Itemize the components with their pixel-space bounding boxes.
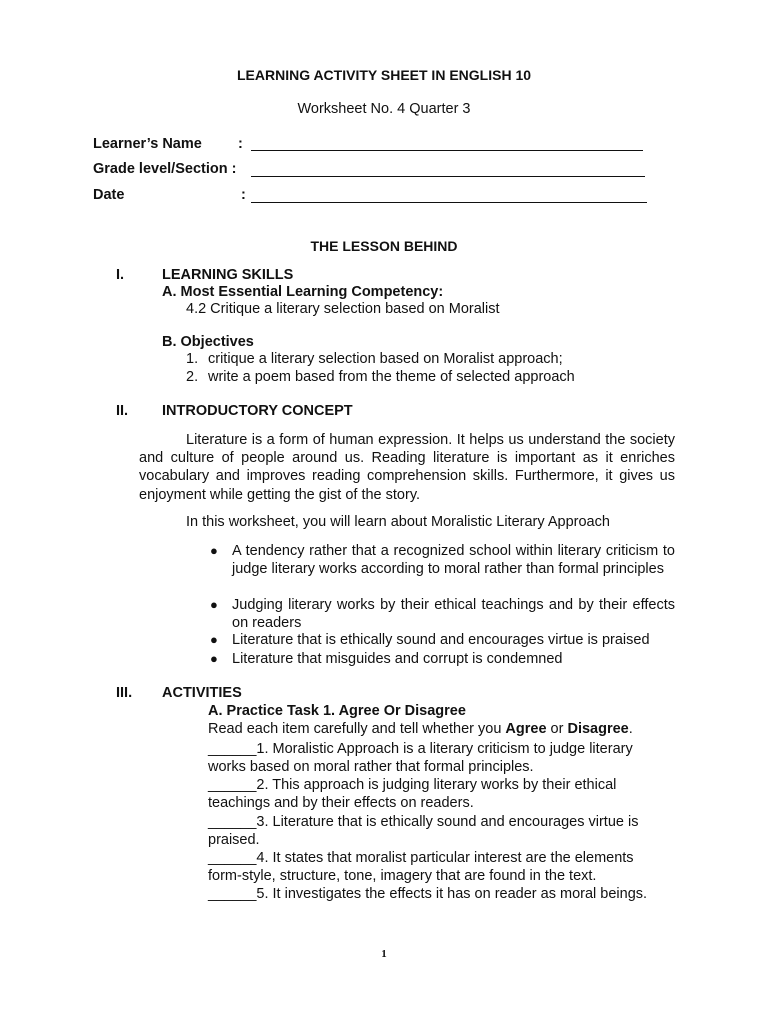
bullet-dot-2: ● <box>210 597 218 612</box>
answer-blank[interactable]: ______ <box>208 777 257 793</box>
item-text: 4. It states that moralist particular interest are the elements form-style, structure, tone, imagery that are found in the text. <box>208 850 634 885</box>
objectives-title: B. Objectives <box>162 334 254 350</box>
item-text: 5. It investigates the effects it has on reader as moral beings. <box>256 886 648 902</box>
bullet-dot-3: ● <box>210 632 218 647</box>
item-text: 2. This approach is judging literary works by their ethical teachings and by their effects on readers. <box>208 777 617 812</box>
intro-paragraph: Literature is a form of human expression. It helps us understand the society and culture of people around us. Reading literature is important as it enriches vocabulary and improves reading comprehension skills. Furthermore, it gives us enjoyment while getting the gist of the story. <box>139 432 675 503</box>
disagree-word: Disagree <box>567 721 629 737</box>
learner-name-field[interactable] <box>251 150 643 151</box>
objective-2-text: write a poem based from the theme of selected approach <box>208 369 575 385</box>
item-text: 1. Moralistic Approach is a literary criticism to judge literary works based on moral rather that formal principles. <box>208 741 633 776</box>
section-3-numeral: III. <box>116 685 133 701</box>
objective-1-number: 1. <box>186 351 199 367</box>
objective-1-text: critique a literary selection based on Moralist approach; <box>208 351 563 367</box>
lesson-heading: THE LESSON BEHIND <box>310 238 458 254</box>
answer-blank[interactable]: ______ <box>208 886 257 902</box>
grade-section-label: Grade level/Section : <box>93 161 237 177</box>
date-field[interactable] <box>251 202 647 203</box>
worksheet-subtitle: Worksheet No. 4 Quarter 3 <box>297 101 471 117</box>
competency-title: A. Most Essential Learning Competency: <box>162 284 444 300</box>
bullet-1-text: A tendency rather that a recognized school within literary criticism to judge literary works according to moral rather than formal principles <box>232 543 675 577</box>
or-word: or <box>546 721 568 737</box>
section-2-title: INTRODUCTORY CONCEPT <box>162 403 353 419</box>
document-title: LEARNING ACTIVITY SHEET IN ENGLISH 10 <box>236 67 532 83</box>
page-number: 1 <box>381 948 387 960</box>
task-item-2 <box>208 776 668 812</box>
date-label: Date <box>93 187 125 203</box>
task-item-4 <box>208 849 668 885</box>
practice-task-title: A. Practice Task 1. Agree Or Disagree <box>208 703 466 719</box>
task-item-5 <box>208 885 668 903</box>
objective-2-number: 2. <box>186 369 199 385</box>
learner-name-label: Learner’s Name <box>93 136 202 152</box>
date-colon: : <box>241 187 246 203</box>
item-text: 3. Literature that is ethically sound and encourages virtue is praised. <box>208 814 639 849</box>
answer-blank[interactable]: ______ <box>208 741 257 757</box>
instruction-text: Read each item carefully and tell whether you <box>208 721 506 737</box>
bullet-3-text: Literature that is ethically sound and encourages virtue is praised <box>232 632 650 648</box>
intro-line: In this worksheet, you will learn about Moralistic Literary Approach <box>186 514 610 530</box>
agree-word: Agree <box>505 721 547 737</box>
bullet-dot-1: ● <box>210 543 218 558</box>
bullet-4-text: Literature that misguides and corrupt is condemned <box>232 651 563 667</box>
answer-blank[interactable]: ______ <box>208 850 257 866</box>
competency-text: 4.2 Critique a literary selection based on Moralist <box>186 301 500 317</box>
learner-name-colon: : <box>238 136 243 152</box>
answer-blank[interactable]: ______ <box>208 814 257 830</box>
section-1-title: LEARNING SKILLS <box>162 267 294 283</box>
instruction-period: . <box>628 721 633 737</box>
bullet-2-text: Judging literary works by their ethical teachings and by their effects on readers <box>232 597 675 631</box>
grade-section-field[interactable] <box>251 176 645 177</box>
task-item-3 <box>208 813 668 849</box>
section-3-title: ACTIVITIES <box>162 685 242 701</box>
section-1-numeral: I. <box>116 267 125 283</box>
task-instruction <box>208 721 633 737</box>
bullet-dot-4: ● <box>210 651 218 666</box>
section-2-numeral: II. <box>116 403 129 419</box>
task-item-1 <box>208 740 668 776</box>
